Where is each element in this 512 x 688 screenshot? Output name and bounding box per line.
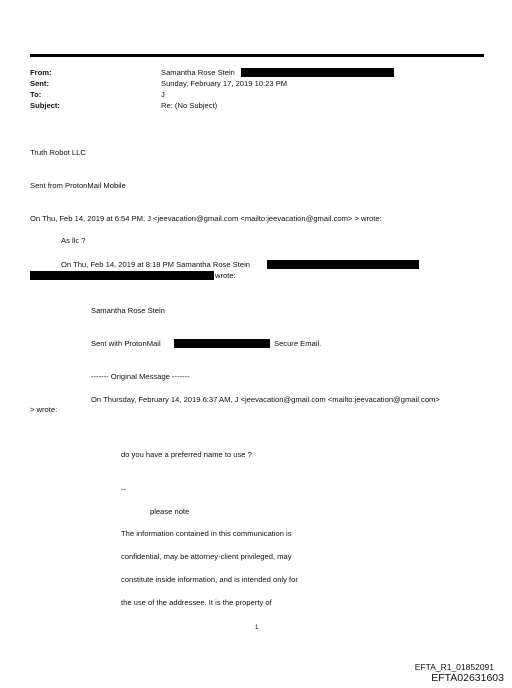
redaction-box xyxy=(30,271,214,280)
to-label: To: xyxy=(30,90,42,99)
sent-label: Sent: xyxy=(30,79,49,88)
disclaimer-line: constitute inside information, and is intended only for xyxy=(121,575,298,584)
header-rule xyxy=(30,54,484,57)
company-line: Truth Robot LLC xyxy=(30,148,86,157)
dashes-line: -- xyxy=(121,485,127,494)
quote2-wrote: wrote: xyxy=(215,271,236,280)
please-note: please note xyxy=(150,507,190,516)
from-value: Samantha Rose Stein xyxy=(161,68,235,77)
redaction-box xyxy=(267,260,419,269)
subject-label: Subject: xyxy=(30,101,60,110)
redaction-box xyxy=(174,339,270,348)
signature-name: Samantha Rose Stein xyxy=(91,306,165,315)
quote1-text: As llc ? xyxy=(61,236,86,245)
disclaimer-line: The information contained in this communication is xyxy=(121,529,292,538)
page-number: 1 xyxy=(255,625,259,631)
original-message-divider: ------- Original Message ------- xyxy=(91,372,190,381)
original-header: On Thursday, February 14, 2019 6:37 AM, J <jeevacation@gmail.com <mailto:jeevacation@gmail.com> xyxy=(91,395,440,404)
from-label: From: xyxy=(30,68,52,77)
footer-id-small: EFTA_R1_01852091 xyxy=(414,662,494,672)
disclaimer-line: the use of the addressee. It is the property of xyxy=(121,598,272,607)
redaction-box xyxy=(241,68,394,77)
disclaimer-line: confidential, may be attorney-client privileged, may xyxy=(121,552,292,561)
to-value: J xyxy=(161,90,165,99)
subject-value: Re: (No Subject) xyxy=(161,101,218,110)
footer-id-large: EFTA02631603 xyxy=(431,672,504,684)
quote1-header: On Thu, Feb 14, 2019 at 6:54 PM, J <jeevacation@gmail.com <mailto:jeevacation@gmail.com> > wrote: xyxy=(30,214,382,223)
sent-from-line: Sent from ProtonMail Mobile xyxy=(30,181,126,190)
quote2-header: On Thu, Feb 14, 2019 at 8:18 PM Samantha Rose Stein xyxy=(61,260,250,269)
sent-with-prefix: Sent with ProtonMail xyxy=(91,339,161,348)
original-wrote: > wrote: xyxy=(30,405,58,414)
question-line: do you have a preferred name to use ? xyxy=(121,450,252,459)
sent-with-suffix: Secure Email. xyxy=(274,339,322,348)
sent-value: Sunday, February 17, 2019 10:23 PM xyxy=(161,79,288,88)
